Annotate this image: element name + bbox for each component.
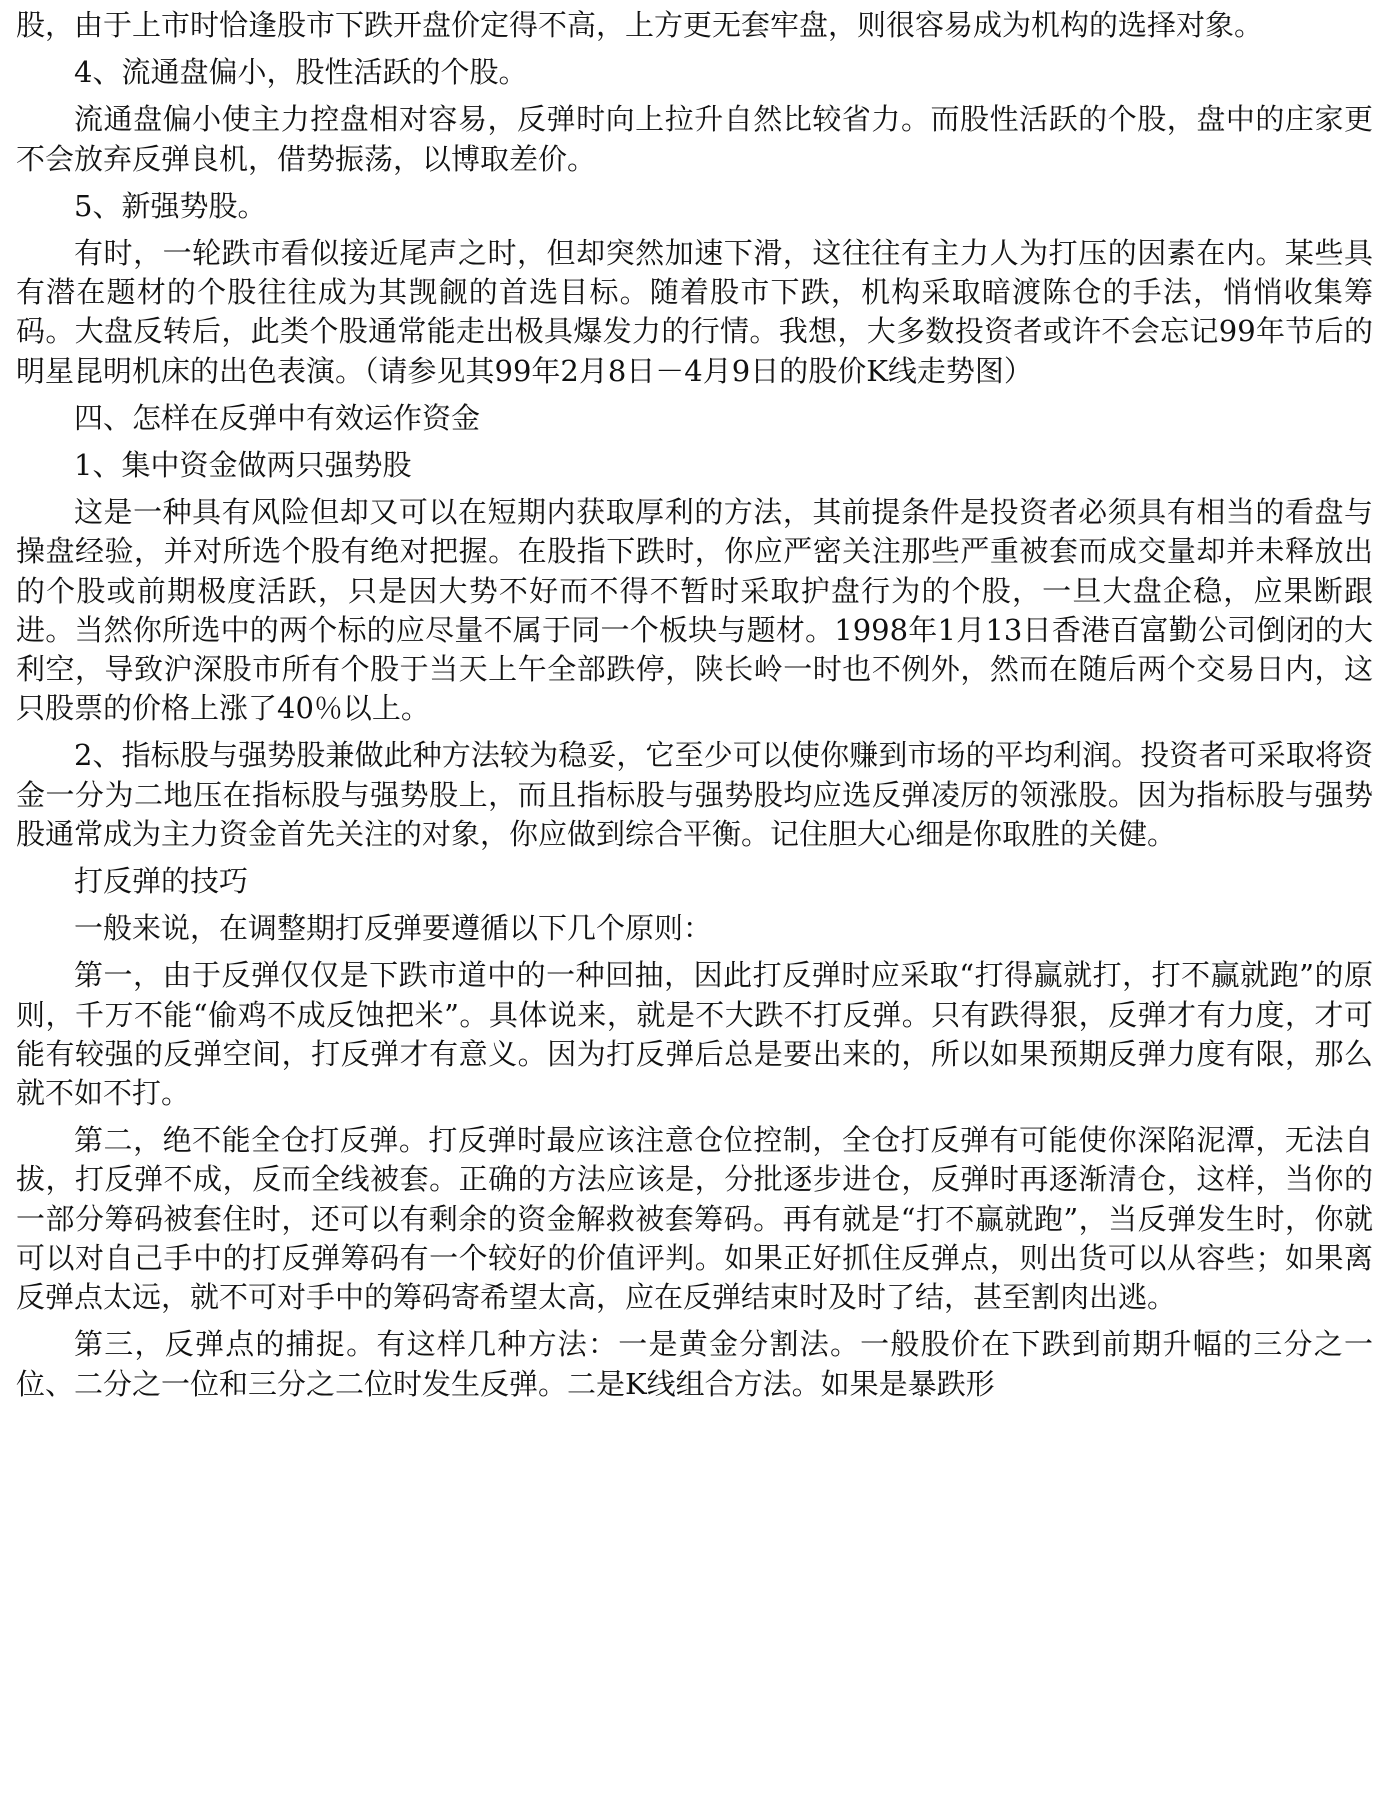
paragraph-principle-second: 第二，绝不能全仓打反弹。打反弹时最应该注意仓位控制，全仓打反弹有可能使你深陷泥潭，无法自拔，打反弹不成，反而全线被套。正确的方法应该是，分批逐步进仓，反弹时再逐渐清仓，这样，当你的一部分筹码被套住时，还可以有剩余的资金解救被套筹码。再有就是“打不赢就跑”，当反弹发生时，你就可以对自己手中的打反弹筹码有一个较好的价值评判。如果正好抓住反弹点，则出货可以从容些；如果离反弹点太远，就不可对手中的筹码寄希望太高，应在反弹结束时及时了结，甚至割肉出逃。 [16, 1123, 1373, 1315]
paragraph-concentrate-capital: 这是一种具有风险但却又可以在短期内获取厚利的方法，其前提条件是投资者必须具有相当的看盘与操盘经验，并对所选个股有绝对把握。在股指下跌时，你应严密关注那些严重被套而成交量却并未释放出的个股或前期极度活跃，只是因大势不好而不得不暂时采取护盘行为的个股，一旦大盘企稳，应果断跟进。当然你所选中的两个标的应尽量不属于同一个板块与题材。1998年1月13日香港百富勤公司倒闭的大利空，导致沪深股市所有个股于当天上午全部跌停，陕长岭一时也不例外，然而在随后两个交易日内，这只股票的价格上涨了40％以上。 [16, 495, 1373, 726]
paragraph-index-and-strong-stocks: 2、指标股与强势股兼做此种方法较为稳妥，它至少可以使你赚到市场的平均利润。投资者可采取将资金一分为二地压在指标股与强势股上，而且指标股与强势股均应选反弹凌厉的领涨股。因为指标股与强势股通常成为主力资金首先关注的对象，你应做到综合平衡。记住胆大心细是你取胜的关健。 [16, 738, 1373, 851]
paragraph-principles-intro: 一般来说，在调整期打反弹要遵循以下几个原则： [74, 911, 713, 946]
paragraph-new-strong-stock: 有时，一轮跌市看似接近尾声之时，但却突然加速下滑，这往往有主力人为打压的因素在内。某些具有潜在题材的个股往往成为其觊觎的首选目标。随着股市下跌，机构采取暗渡陈仓的手法，悄悄收集筹码。大盘反转后，此类个股通常能走出极具爆发力的行情。我想，大多数投资者或许不会忘记99年节后的明星昆明机床的出色表演。（请参见其99年2月8日－4月9日的股价K线走势图） [16, 236, 1373, 388]
paragraph-small-float: 流通盘偏小使主力控盘相对容易，反弹时向上拉升自然比较省力。而股性活跃的个股，盘中的庄家更不会放弃反弹良机，借势振荡，以博取差价。 [16, 102, 1373, 176]
paragraph-1: 股，由于上市时恰逢股市下跌开盘价定得不高，上方更无套牢盘，则很容易成为机构的选择对象。 [16, 8, 1264, 42]
section-heading-capital-operation: 四、怎样在反弹中有效运作资金 [74, 400, 481, 435]
heading-new-strong-stock: 5、新强势股。 [74, 188, 267, 223]
paragraph-principle-third: 第三，反弹点的捕捉。有这样几种方法：一是黄金分割法。一般股价在下跌到前期升幅的三分之一位、二分之一位和三分之二位时发生反弹。二是K线组合方法。如果是暴跌形 [16, 1327, 1373, 1401]
paragraph-principle-first: 第一，由于反弹仅仅是下跌市道中的一种回抽，因此打反弹时应采取“打得赢就打，打不赢就跑”的原则，千万不能“偷鸡不成反蚀把米”。具体说来，就是不大跌不打反弹。只有跌得狠，反弹才有力度，才可能有较强的反弹空间，打反弹才有意义。因为打反弹后总是要出来的，所以如果预期反弹力度有限，那么就不如不打。 [16, 958, 1373, 1111]
heading-small-float-active: 4、流通盘偏小，股性活跃的个股。 [74, 55, 528, 90]
heading-rebound-techniques: 打反弹的技巧 [74, 864, 249, 899]
heading-concentrate-capital: 1、集中资金做两只强势股 [74, 448, 412, 483]
